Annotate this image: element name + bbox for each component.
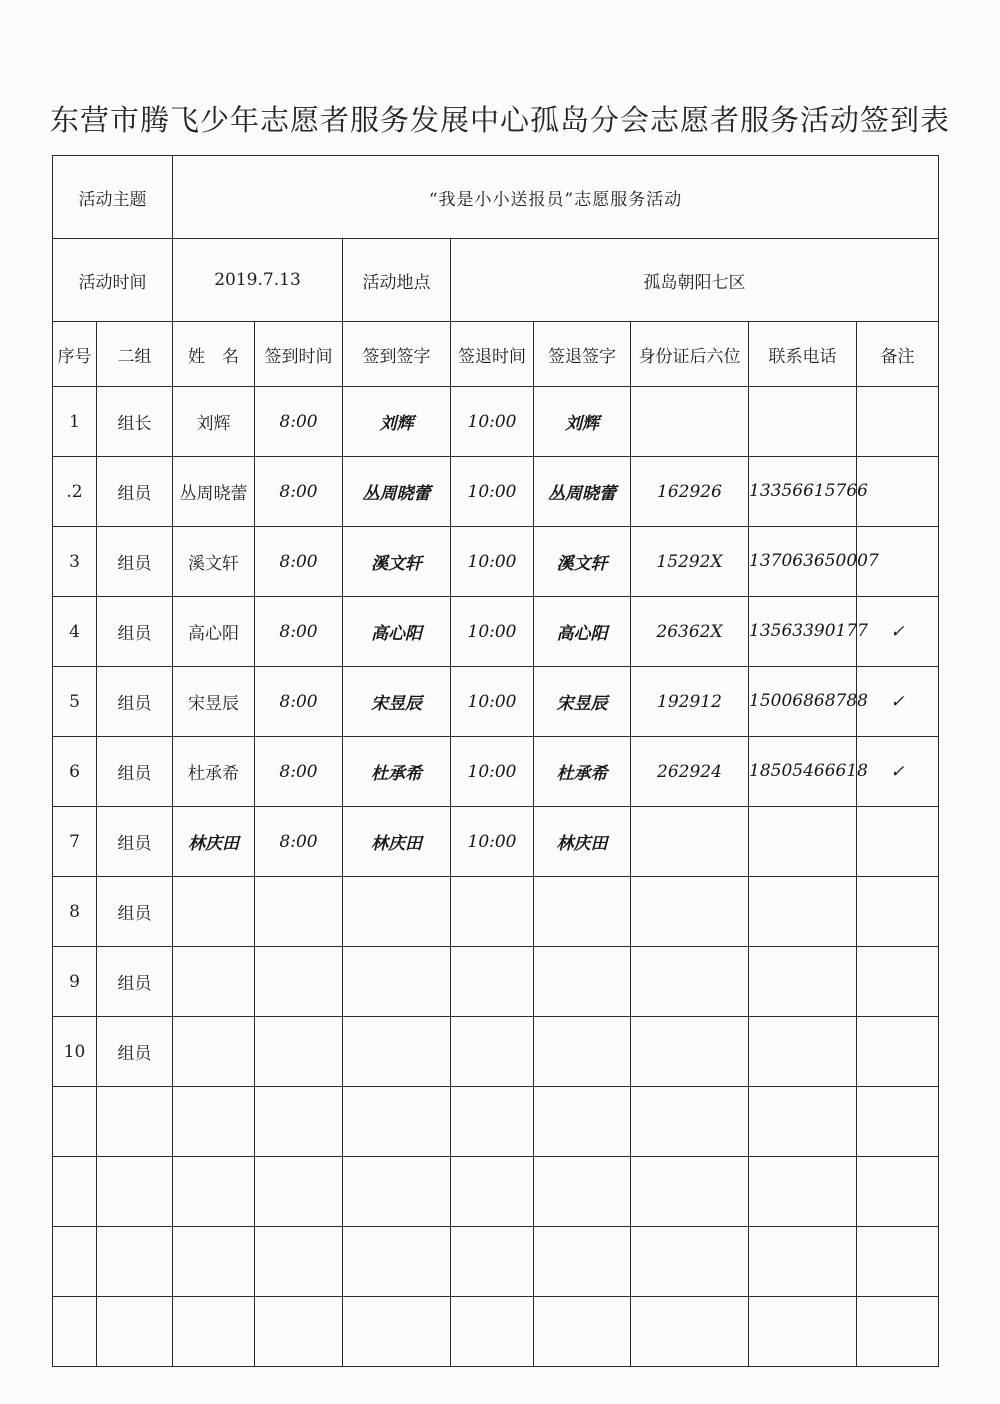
row-sign-out-signature (534, 877, 631, 947)
row-id-last-six (631, 947, 749, 1017)
row-number: 9 (53, 947, 97, 1017)
row-sign-out-time (451, 1087, 534, 1157)
row-number: 7 (53, 807, 97, 877)
row-note-check (857, 947, 939, 1017)
row-id-last-six (631, 1157, 749, 1227)
table-row (53, 527, 939, 597)
row-id-last-six (631, 1297, 749, 1367)
row-number: 1 (53, 387, 97, 457)
row-phone: 13356615766 (749, 457, 857, 527)
row-sign-in-signature (343, 1297, 451, 1367)
row-sign-out-signature (534, 1157, 631, 1227)
row-sign-out-time: 10:00 (451, 527, 534, 597)
table-row (53, 1227, 939, 1297)
row-sign-out-signature (534, 1087, 631, 1157)
row-sign-in-time: 8:00 (255, 807, 343, 877)
row-phone (749, 1227, 857, 1297)
row-sign-in-time: 8:00 (255, 387, 343, 457)
row-number: 4 (53, 597, 97, 667)
row-sign-out-signature (534, 1227, 631, 1297)
row-phone (749, 387, 857, 457)
row-id-last-six (631, 807, 749, 877)
table-row (53, 1017, 939, 1087)
row-number (53, 1227, 97, 1297)
place-label: 活动地点 (343, 239, 451, 322)
row-name: 刘辉 (173, 387, 255, 457)
table-row (53, 877, 939, 947)
row-note-check (857, 457, 939, 527)
row-number (53, 1157, 97, 1227)
row-number: 3 (53, 527, 97, 597)
theme-value: “我是小小送报员”志愿服务活动 (173, 156, 939, 239)
row-sign-out-time (451, 1227, 534, 1297)
row-role (97, 1227, 173, 1297)
row-sign-in-signature: 刘辉 (343, 387, 451, 457)
row-note-check: ✓ (857, 597, 939, 667)
row-phone: 137063650007 (749, 527, 857, 597)
time-row (53, 239, 939, 322)
row-name (173, 1297, 255, 1367)
place-value: 孤岛朝阳七区 (451, 239, 939, 322)
col-header-name: 姓 名 (173, 322, 255, 387)
row-sign-out-signature (534, 1297, 631, 1367)
table-row (53, 1297, 939, 1367)
row-sign-out-time: 10:00 (451, 457, 534, 527)
row-note-check (857, 1157, 939, 1227)
row-sign-in-signature: 丛周晓蕾 (343, 457, 451, 527)
row-sign-in-signature: 杜承希 (343, 737, 451, 807)
table-row (53, 387, 939, 457)
row-sign-in-time: 8:00 (255, 457, 343, 527)
row-number: .2 (53, 457, 97, 527)
row-phone (749, 807, 857, 877)
row-sign-out-signature: 宋昱辰 (534, 667, 631, 737)
row-sign-out-time: 10:00 (451, 807, 534, 877)
row-number: 5 (53, 667, 97, 737)
row-phone (749, 1017, 857, 1087)
time-value: 2019.7.13 (173, 239, 343, 322)
table-row (53, 1087, 939, 1157)
row-note-check (857, 1017, 939, 1087)
row-role: 组员 (97, 457, 173, 527)
row-number (53, 1087, 97, 1157)
col-header-out-time: 签退时间 (451, 322, 534, 387)
row-role: 组员 (97, 807, 173, 877)
col-header-no: 序号 (53, 322, 97, 387)
row-note-check (857, 877, 939, 947)
row-sign-in-time: 8:00 (255, 597, 343, 667)
row-id-last-six: 262924 (631, 737, 749, 807)
row-name: 丛周晓蕾 (173, 457, 255, 527)
row-id-last-six (631, 877, 749, 947)
row-phone (749, 1087, 857, 1157)
row-sign-out-time (451, 877, 534, 947)
col-header-in-time: 签到时间 (255, 322, 343, 387)
row-sign-in-signature (343, 947, 451, 1017)
row-sign-out-signature: 刘辉 (534, 387, 631, 457)
row-sign-out-signature (534, 1017, 631, 1087)
row-name: 林庆田 (173, 807, 255, 877)
row-id-last-six: 26362X (631, 597, 749, 667)
row-note-check (857, 387, 939, 457)
row-number (53, 1297, 97, 1367)
row-note-check (857, 1297, 939, 1367)
row-note-check: ✓ (857, 737, 939, 807)
row-sign-in-signature (343, 1087, 451, 1157)
row-role (97, 1297, 173, 1367)
row-role: 组员 (97, 877, 173, 947)
row-sign-in-time: 8:00 (255, 737, 343, 807)
row-name: 宋昱辰 (173, 667, 255, 737)
row-phone (749, 877, 857, 947)
row-number: 10 (53, 1017, 97, 1087)
row-sign-out-time (451, 947, 534, 1017)
row-sign-in-signature (343, 1017, 451, 1087)
theme-label: 活动主题 (53, 156, 173, 239)
row-sign-in-time (255, 877, 343, 947)
row-sign-in-signature (343, 1227, 451, 1297)
sign-in-table (52, 155, 939, 1367)
row-id-last-six: 192912 (631, 667, 749, 737)
row-phone (749, 1157, 857, 1227)
row-sign-out-signature: 丛周晓蕾 (534, 457, 631, 527)
row-note-check (857, 807, 939, 877)
row-id-last-six: 15292X (631, 527, 749, 597)
row-id-last-six (631, 1087, 749, 1157)
row-sign-in-time (255, 1017, 343, 1087)
row-role (97, 1087, 173, 1157)
row-sign-in-time: 8:00 (255, 527, 343, 597)
row-sign-out-time: 10:00 (451, 597, 534, 667)
table-row (53, 667, 939, 737)
row-sign-out-time: 10:00 (451, 737, 534, 807)
row-sign-in-signature: 高心阳 (343, 597, 451, 667)
row-sign-out-time: 10:00 (451, 667, 534, 737)
col-header-out-sign: 签退签字 (534, 322, 631, 387)
row-name (173, 1087, 255, 1157)
row-sign-out-time (451, 1297, 534, 1367)
row-name: 杜承希 (173, 737, 255, 807)
row-sign-in-time (255, 1297, 343, 1367)
table-row (53, 737, 939, 807)
row-name (173, 877, 255, 947)
row-name (173, 1227, 255, 1297)
row-sign-out-time (451, 1157, 534, 1227)
col-header-phone: 联系电话 (749, 322, 857, 387)
row-role: 组员 (97, 527, 173, 597)
row-name (173, 1017, 255, 1087)
row-sign-in-signature: 宋昱辰 (343, 667, 451, 737)
row-sign-out-signature: 杜承希 (534, 737, 631, 807)
row-sign-in-time (255, 1227, 343, 1297)
table-row (53, 807, 939, 877)
col-header-group: 二组 (97, 322, 173, 387)
row-role: 组员 (97, 667, 173, 737)
table-row (53, 1157, 939, 1227)
row-sign-in-signature: 林庆田 (343, 807, 451, 877)
row-name: 高心阳 (173, 597, 255, 667)
row-role: 组员 (97, 1017, 173, 1087)
row-sign-out-time (451, 1017, 534, 1087)
row-number: 8 (53, 877, 97, 947)
column-header-row (53, 322, 939, 387)
col-header-in-sign: 签到签字 (343, 322, 451, 387)
row-sign-in-time (255, 1087, 343, 1157)
row-sign-in-time (255, 1157, 343, 1227)
row-sign-in-time: 8:00 (255, 667, 343, 737)
row-sign-in-time (255, 947, 343, 1017)
col-header-id6: 身份证后六位 (631, 322, 749, 387)
page-title: 东营市腾飞少年志愿者服务发展中心孤岛分会志愿者服务活动签到表 (49, 103, 950, 137)
row-id-last-six (631, 1227, 749, 1297)
row-name: 溪文轩 (173, 527, 255, 597)
row-sign-out-signature: 溪文轩 (534, 527, 631, 597)
row-phone: 13563390177 (749, 597, 857, 667)
row-note-check (857, 1087, 939, 1157)
row-id-last-six: 162926 (631, 457, 749, 527)
row-phone: 18505466618 (749, 737, 857, 807)
row-number: 6 (53, 737, 97, 807)
col-header-note: 备注 (857, 322, 939, 387)
row-role (97, 1157, 173, 1227)
row-phone: 15006868788 (749, 667, 857, 737)
row-id-last-six (631, 1017, 749, 1087)
row-sign-in-signature: 溪文轩 (343, 527, 451, 597)
row-sign-in-signature (343, 1157, 451, 1227)
row-sign-out-signature: 高心阳 (534, 597, 631, 667)
row-note-check: ✓ (857, 667, 939, 737)
row-sign-out-signature (534, 947, 631, 1017)
row-id-last-six (631, 387, 749, 457)
time-label: 活动时间 (53, 239, 173, 322)
row-sign-out-time: 10:00 (451, 387, 534, 457)
row-role: 组长 (97, 387, 173, 457)
row-name (173, 1157, 255, 1227)
row-role: 组员 (97, 947, 173, 1017)
row-sign-out-signature: 林庆田 (534, 807, 631, 877)
table-row (53, 597, 939, 667)
row-role: 组员 (97, 597, 173, 667)
row-name (173, 947, 255, 1017)
table-row (53, 457, 939, 527)
row-phone (749, 947, 857, 1017)
row-phone (749, 1297, 857, 1367)
row-sign-in-signature (343, 877, 451, 947)
theme-row (53, 156, 939, 239)
row-note-check (857, 1227, 939, 1297)
row-role: 组员 (97, 737, 173, 807)
table-row (53, 947, 939, 1017)
